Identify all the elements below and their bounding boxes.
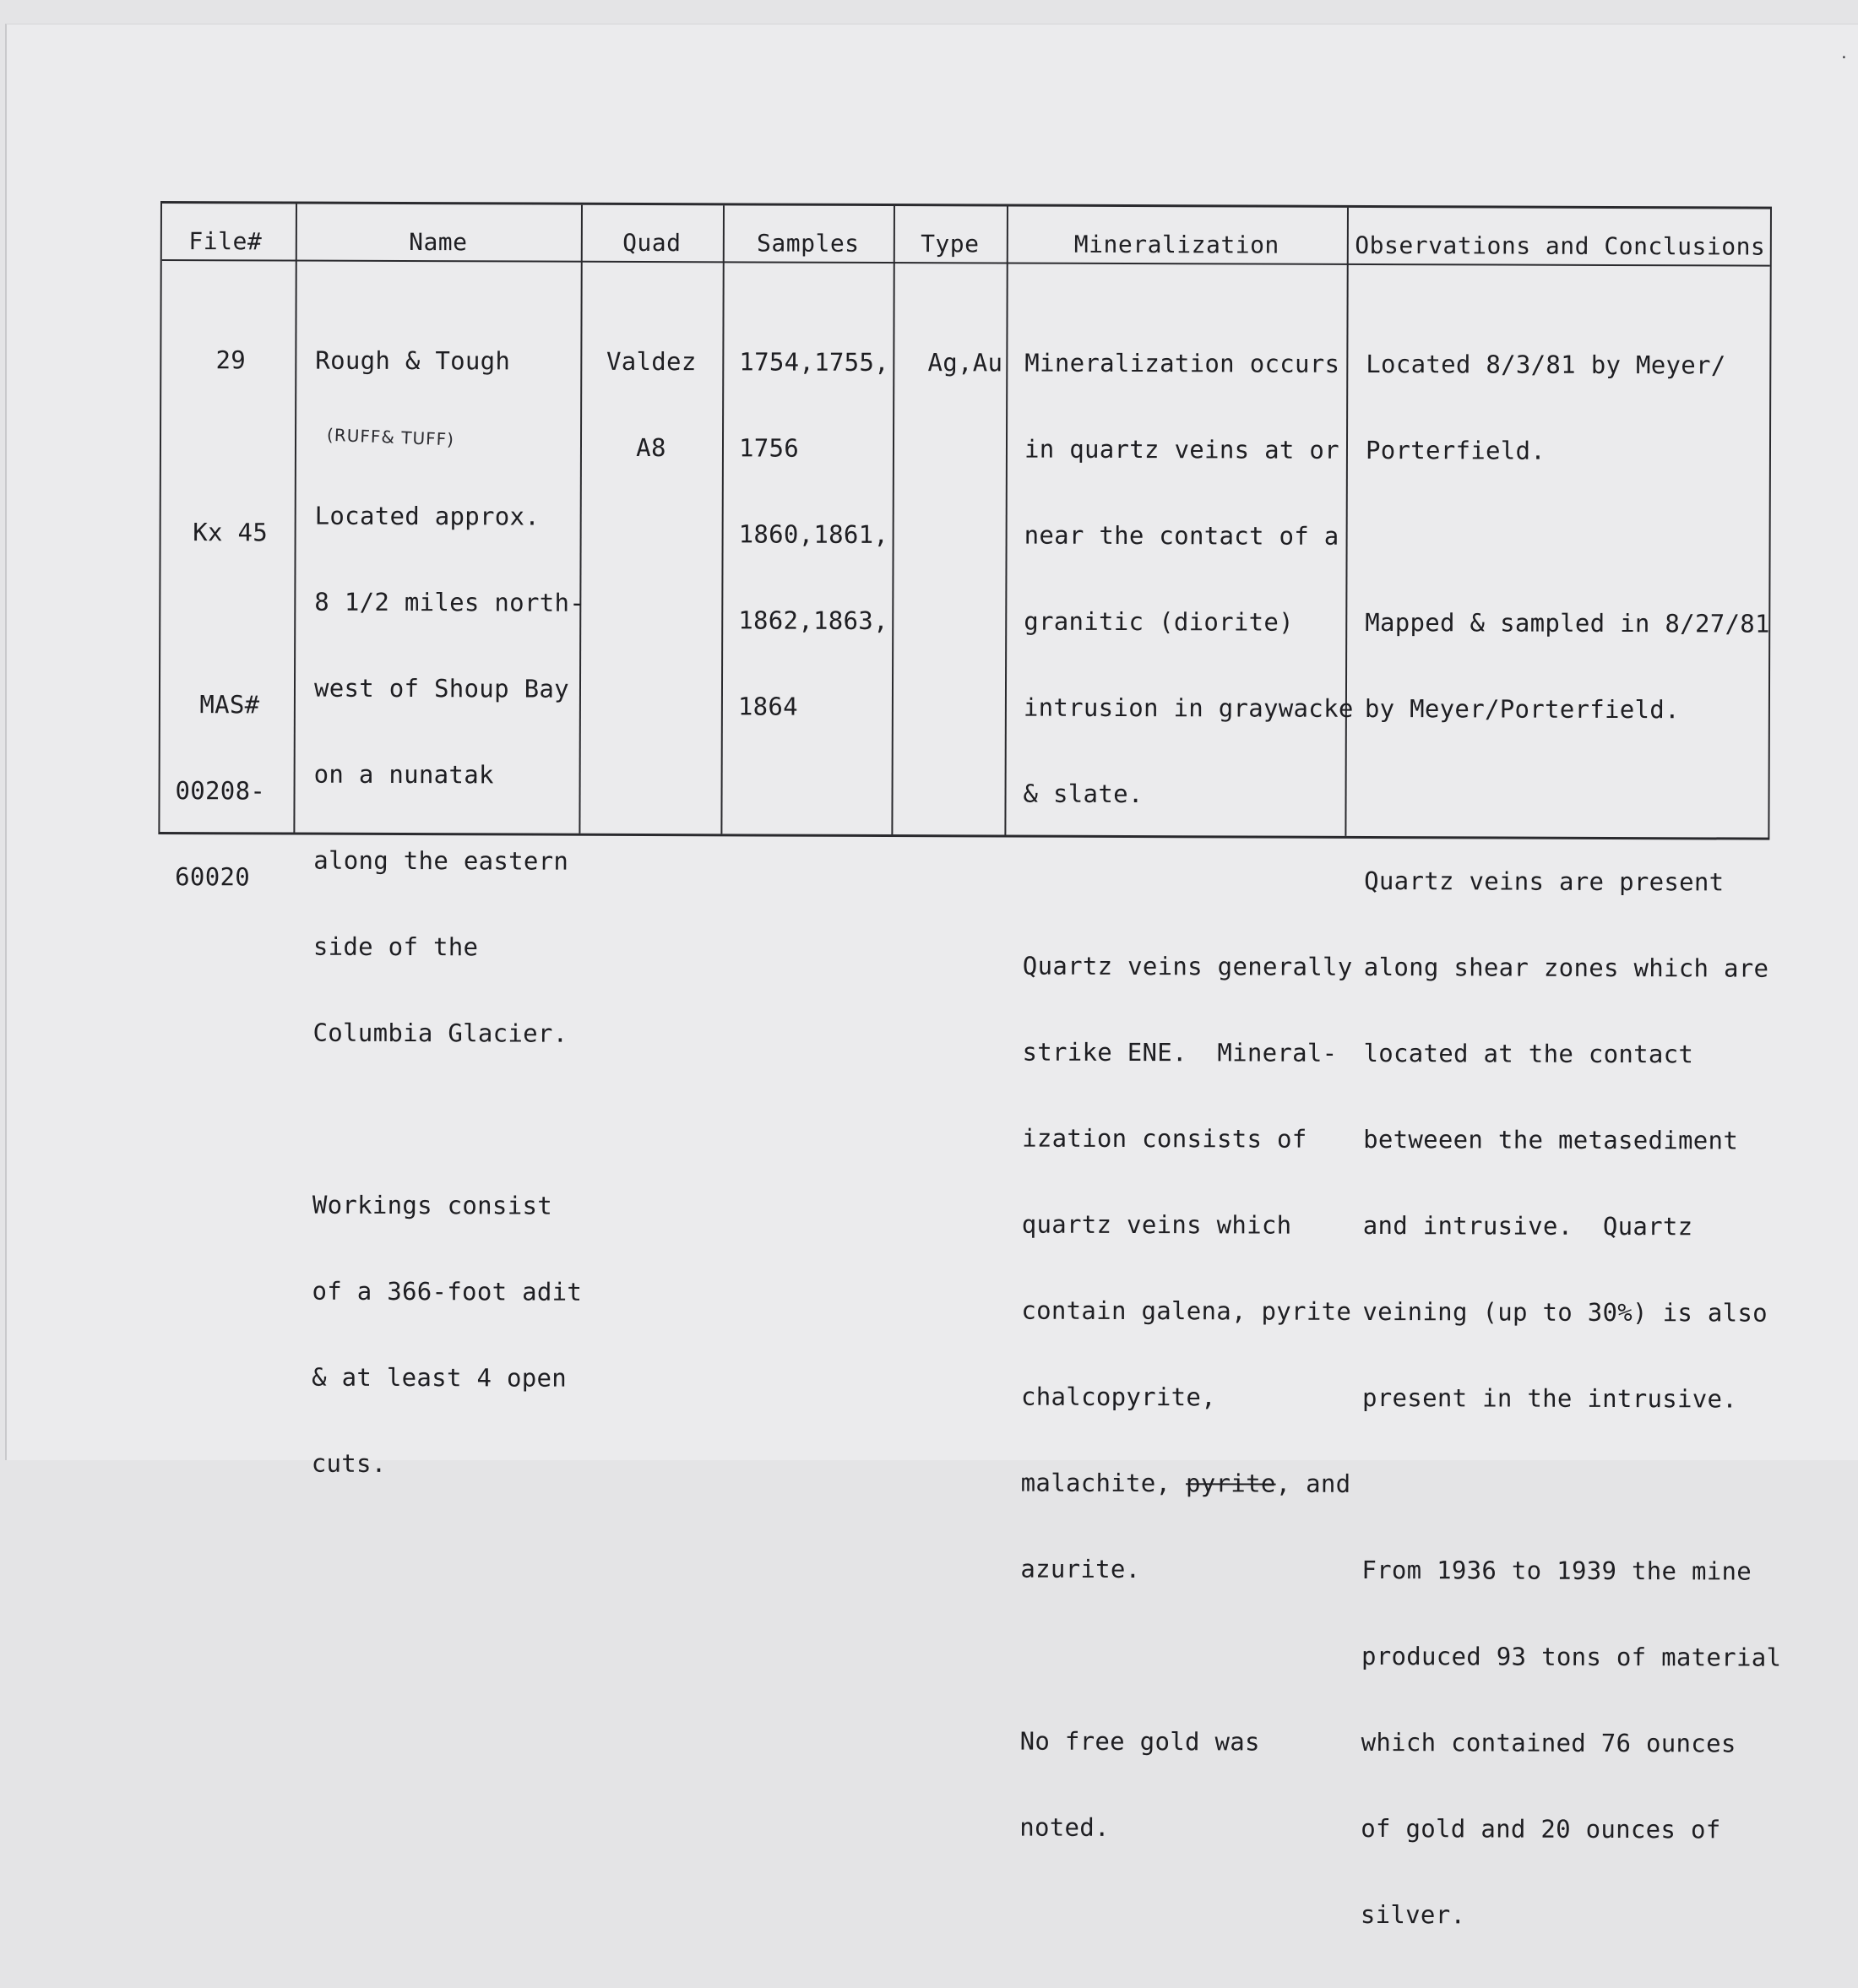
header-name: Name: [409, 228, 468, 257]
header-samples: Samples: [757, 229, 860, 258]
mineralization-line: Quartz veins generally: [1022, 951, 1353, 981]
observation-line: veining (up to 30%) is also: [1362, 1296, 1768, 1328]
mineralization-line: azurite.: [1020, 1554, 1141, 1584]
workings-line: of a 366-foot adit: [312, 1276, 583, 1306]
header-rule: [162, 259, 1770, 267]
mineralization-line: Mineralization occurs: [1024, 348, 1340, 378]
location-line: side of the: [312, 932, 479, 962]
observation-line: by Meyer/Porterfield.: [1364, 693, 1680, 725]
sample-line: 1754,1755,: [739, 347, 890, 378]
samples-cell: [738, 290, 892, 779]
column-divider: [293, 204, 297, 833]
observation-line: Mapped & sampled in 8/27/81: [1365, 607, 1770, 638]
malachite-text: malachite,: [1020, 1468, 1187, 1498]
mineralization-line: chalcopyrite,: [1021, 1382, 1216, 1412]
observation-line: of gold and 20 ounces of: [1361, 1813, 1721, 1844]
metal-type: Ag,Au: [927, 348, 1003, 378]
observation-line: Quartz veins are present: [1364, 866, 1725, 897]
location-line: on a nunatak: [313, 759, 494, 790]
observations-cell: [1360, 292, 1782, 1988]
sample-line: 1862,1863,: [738, 606, 888, 636]
sample-line: 1756: [738, 433, 800, 463]
sample-line: 1860,1861,: [738, 519, 889, 550]
header-mineralization: Mineralization: [1073, 230, 1279, 259]
file-number: 29: [215, 345, 247, 375]
observation-line: located at the contact: [1363, 1038, 1694, 1069]
header-quad: Quad: [622, 228, 682, 258]
workings-line: Workings consist: [312, 1190, 553, 1220]
mineralization-line: No free gold was: [1019, 1726, 1260, 1757]
mineralization-line: near the contact of a: [1024, 520, 1339, 551]
mine-name: Rough & Tough: [315, 345, 511, 376]
header-observations: Observations and Conclusions: [1355, 231, 1766, 261]
kx-number: Kx 45: [193, 518, 269, 547]
header-file: File#: [188, 227, 263, 256]
mineralization-line: quartz veins which: [1021, 1209, 1292, 1240]
observation-line: produced 93 tons of material: [1361, 1641, 1782, 1672]
header-type: Type: [921, 230, 980, 258]
observation-line: silver.: [1360, 1899, 1466, 1930]
observation-line: betweeen the metasediment: [1363, 1124, 1739, 1155]
observation-line: Located 8/3/81 by Meyer/: [1366, 349, 1726, 380]
observation-line: along shear zones which are: [1363, 952, 1769, 983]
location-line: Located approx.: [314, 501, 541, 531]
observation-line: and intrusive. Quartz: [1362, 1210, 1693, 1241]
observation-line: Porterfield.: [1365, 435, 1546, 465]
mas-label: MAS#: [199, 690, 260, 720]
sample-line: 1864: [737, 692, 799, 721]
mas-number-line: 60020: [175, 862, 251, 892]
column-divider: [1004, 206, 1008, 834]
quad-code: A8: [636, 432, 666, 463]
mine-record-table: [158, 201, 1782, 1930]
mineralization-line: & slate.: [1023, 779, 1144, 809]
observation-line: present in the intrusive.: [1362, 1382, 1738, 1414]
mineralization-line: intrusion in graywacke: [1023, 693, 1354, 723]
mineralization-line: ization consists of: [1022, 1123, 1307, 1154]
location-line: along the eastern: [313, 845, 569, 876]
workings-line: cuts.: [311, 1448, 387, 1478]
file-cell: [170, 288, 291, 948]
type-cell: [893, 291, 1003, 434]
name-cell: [311, 289, 585, 1536]
quad-name: Valdez: [606, 346, 697, 377]
handwritten-alias: (RUFF& TUFF): [326, 424, 455, 450]
location-line: 8 1/2 miles north-: [314, 587, 585, 617]
location-line: Columbia Glacier.: [312, 1018, 568, 1048]
observation-line: which contained 76 ounces: [1361, 1727, 1736, 1758]
corner-speck: ·: [1839, 49, 1849, 67]
mas-number-line: 00208-: [175, 776, 266, 806]
mineralization-line: in quartz veins at or: [1024, 434, 1339, 464]
mineralization-line: noted.: [1019, 1812, 1110, 1842]
quad-cell: [580, 290, 723, 520]
struck-word: pyrite: [1186, 1469, 1276, 1498]
location-line: west of Shoup Bay: [313, 673, 569, 703]
workings-line: & at least 4 open: [312, 1362, 568, 1393]
mineralization-line: [1020, 1468, 1351, 1498]
mineralization-line: strike ENE. Mineral-: [1022, 1037, 1338, 1067]
mineralization-line: contain galena, pyrite: [1021, 1295, 1352, 1326]
and-text: , and: [1275, 1469, 1351, 1498]
mineralization-cell: [1019, 291, 1354, 1900]
observation-line: From 1936 to 1939 the mine: [1361, 1555, 1752, 1586]
mineralization-line: granitic (diorite): [1024, 606, 1294, 637]
